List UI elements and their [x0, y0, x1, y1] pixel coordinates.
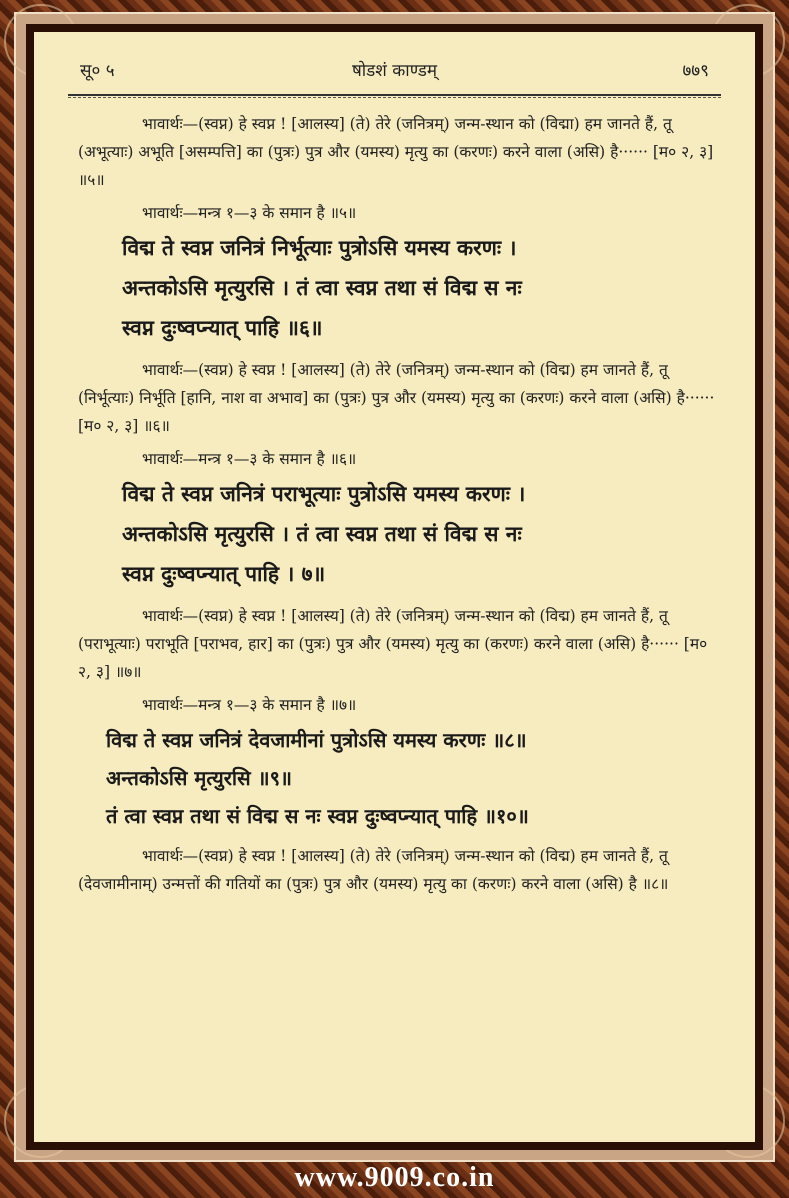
- mantra-line: स्वप्न दुःष्वप्न्यात् पाहि । ७॥: [122, 561, 326, 586]
- mantra-line: विद्म ते स्वप्न जनित्रं निर्भूत्याः पुत्रोऽसि यमस्य करणः ।: [122, 235, 517, 260]
- commentary-paragraph: भावार्थः—(स्वप्न) हे स्वप्न ! [आलस्य] (ते) तेरे (जनित्रम्) जन्म-स्थान को (विद्म) हम जानते हैं, तू (निर्भूत्याः) निर्भूति [हानि, नाश वा अभाव] का (पुत्रः) पुत्र और (यमस्य) मृत्यु का (करणः) करने वाला (असि) है······ [म० २, ३] ॥६॥: [78, 361, 715, 435]
- commentary-note: भावार्थः—मन्त्र १—३ के समान है ॥६॥: [142, 450, 357, 468]
- mantra-line: अन्तकोऽसि मृत्युरसि । तं त्वा स्वप्न तथा सं विद्म स नः: [122, 521, 522, 546]
- header-rule: [68, 94, 721, 96]
- page-header: [74, 58, 715, 84]
- commentary-note: भावार्थः—मन्त्र १—३ के समान है ॥७॥: [142, 696, 357, 714]
- site-url[interactable]: www.9009.co.in: [294, 1162, 495, 1193]
- sukta-number: सू० ५: [80, 61, 115, 81]
- mantra-line: अन्तकोऽसि मृत्युरसि ॥९॥: [106, 766, 292, 790]
- page-number: ७७९: [682, 61, 709, 81]
- commentary-paragraph: भावार्थः—(स्वप्न) हे स्वप्न ! [आलस्य] (ते) तेरे (जनित्रम्) जन्म-स्थान को (विद्मा) हम जानते हैं, तू (अभूत्याः) अभूति [असम्पत्ति] का (पुत्रः) पुत्र और (यमस्य) मृत्यु का (करणः) करने वाला (असि) है······ [म० २, ३] ॥५॥: [78, 115, 714, 189]
- mantra-line: विद्म ते स्वप्न जनित्रं देवजामीनां पुत्रोऽसि यमस्य करणः ॥८॥: [106, 728, 527, 752]
- page-body: [78, 110, 725, 904]
- mantra-line: तं त्वा स्वप्न तथा सं विद्म स नः स्वप्न दुःष्वप्न्यात् पाहि ॥१०॥: [106, 804, 529, 828]
- mantra-line: अन्तकोऽसि मृत्युरसि । तं त्वा स्वप्न तथा सं विद्म स नः: [122, 275, 522, 300]
- scripture-page: [34, 32, 755, 1142]
- header-rule-dashed: [68, 97, 721, 98]
- commentary-note: भावार्थः—मन्त्र १—३ के समान है ॥५॥: [142, 204, 357, 222]
- kanda-title: षोडशं काण्डम्: [351, 61, 438, 81]
- mantra-line: स्वप्न दुःष्वप्न्यात् पाहि ॥६॥: [122, 315, 323, 340]
- mantra-line: विद्म ते स्वप्न जनित्रं पराभूत्याः पुत्रोऽसि यमस्य करणः ।: [122, 481, 526, 506]
- commentary-paragraph: भावार्थः—(स्वप्न) हे स्वप्न ! [आलस्य] (ते) तेरे (जनित्रम्) जन्म-स्थान को (विद्म) हम जानते हैं, तू (देवजामीनाम्) उन्मत्तों की गतियों का (पुत्रः) पुत्र और (यमस्य) मृत्यु का (करणः) करने वाला (असि) है ॥८॥: [78, 847, 669, 893]
- commentary-paragraph: भावार्थः—(स्वप्न) हे स्वप्न ! [आलस्य] (ते) तेरे (जनित्रम्) जन्म-स्थान को (विद्म) हम जानते हैं, तू (पराभूत्याः) पराभूति [पराभव, हार] का (पुत्रः) पुत्र और (यमस्य) मृत्यु का (करणः) करने वाला (असि) है······ [म० २, ३] ॥७॥: [78, 607, 708, 681]
